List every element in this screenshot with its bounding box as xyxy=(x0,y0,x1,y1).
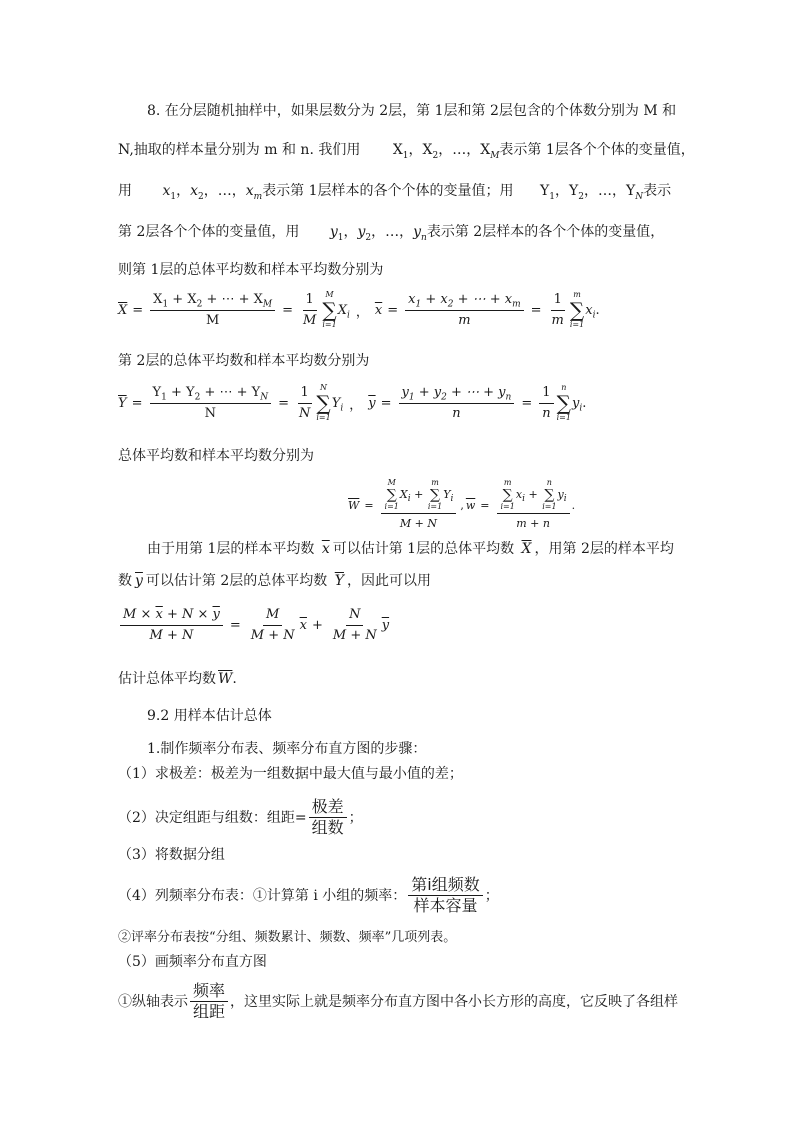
paragraph-line: 则第 1层的总体平均数和样本平均数分别为 xyxy=(118,262,384,278)
formula-layer2-means: $\overline{Y}$ = $\frac{Y_1 + Y_2 + \cdots + Y_N}{N}$ = $\frac{1}{N}$ N ∑ i=1 $Y_i$ ， $\overline{y}$ = $\frac{y_1 + y_2 + \cdots + y_n}{n}$ = $\frac{1}{n}$ n ∑ i=1 $y_i$ . xyxy=(118,383,587,422)
subheading: 1.制作频率分布表、频率分布直方图的步骤： xyxy=(147,741,427,757)
formula-layer1-means: $\overline{X}$ = $\frac{X_1 + X_2 + \cdots + X_M}{M}$ = $\frac{1}{M}$ M ∑ i=1 $X_i$ ， $\overline{x}$ = $\frac{x_1 + x_2 + \cdots + x_m}{m}$ = $\frac{1}{m}$ m ∑ i=1 $x_i$ . xyxy=(118,290,600,329)
section-heading: 9.2 用样本估计总体 xyxy=(147,708,272,724)
paragraph-line: N,抽取的样本量分别为 m 和 n. 我们用 $X_1$，$X_2$，…，$X_M$表示第 1层各个个体的变量值， xyxy=(118,142,695,161)
paragraph-line: 总体平均数和样本平均数分别为 xyxy=(118,448,314,464)
paragraph-line: 由于用第 1层的样本平均数 $\overline{x}$ 可以估计第 1层的总体平均数 $\overline{X}$ ，用第 2层的样本平均 xyxy=(147,541,674,557)
step-item: （5）画频率分布直方图 xyxy=(118,954,267,970)
formula-estimate: $\frac{M \times \overline{x} + N \times \overline{y}}{M + N}$ = $\frac{M}{M + N}$ $\overline{x}$ + $\frac{N}{M + N}$ $\overline{y}$ xyxy=(118,606,389,645)
paragraph-line: 8. 在分层随机抽样中，如果层数分为 2层，第 1层和第 2层包含的个体数分别为 M 和 xyxy=(147,103,677,119)
step-item: ①纵轴表示 $\frac{\text{频率}}{\text{组距}}$ ，这里实际上就是频率分布直方图中各小长方形的高度，它反映了各组样 xyxy=(118,981,679,1021)
formula-total-means: $\overline{W}$ = M ∑ i=1 $X_i$ + m ∑ i=1 $Y_i$ M + N , $\overline{w}$ = m ∑ i=1 $x_i$ + n ∑ i=1 $y_i$ m + n . xyxy=(348,478,576,530)
paragraph-line: 第 2层的总体平均数和样本平均数分别为 xyxy=(118,353,370,369)
step-item: （1）求极差：极差为一组数据中最大值与最小值的差； xyxy=(118,766,463,782)
paragraph-line: 估计总体平均数 $\overline{W}$. xyxy=(118,671,237,687)
step-item: （3）将数据分组 xyxy=(118,847,225,863)
step-item: （4）列频率分布表：①计算第 i 小组的频率： $\frac{\text{第i组频数}}{\text{样本容量}}$ ； xyxy=(118,875,499,915)
step-item: （2）决定组距与组数：组距= $\frac{\text{极差}}{\text{组数}}$ ； xyxy=(118,797,363,837)
paragraph-line: 用 $x_1$，$x_2$，…，$x_m$表示第 1层样本的各个个体的变量值；用 $Y_1$，$Y_2$，…，$Y_N$表示 xyxy=(118,183,672,202)
paragraph-line: 第 2层各个个体的变量值，用 $y_1$，$y_2$，…，$y_n$表示第 2层样本的各个个体的变量值， xyxy=(118,224,665,243)
step-item: ②评率分布表按“分组、频数累计、频数、频率”几项列表。 xyxy=(118,930,457,945)
paragraph-line: 数 $\overline{y}$ 可以估计第 2层的总体平均数 $\overline{Y}$ ，因此可以用 xyxy=(118,573,431,589)
